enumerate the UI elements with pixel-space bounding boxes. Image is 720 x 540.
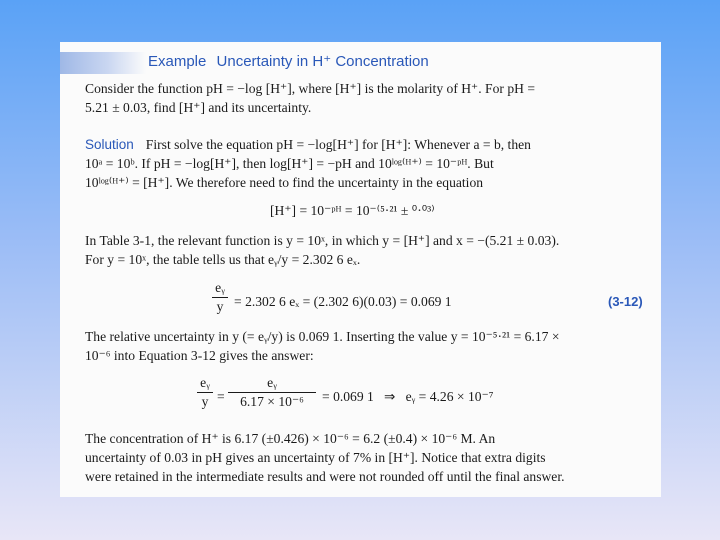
conclusion-line-2: uncertainty of 0.03 in pH gives an uncertainty of 7% in [H⁺]. Notice that extra digits [85,450,546,465]
relative-line-1: The relative uncertainty in y (= eᵧ/y) is 0.069 1. Inserting the value y = 10⁻⁵·²¹ = 6.17 × [85,329,560,344]
example-highlight-bar [60,52,146,74]
slide-page [60,42,661,497]
solution-text-1: First solve the equation pH = −log[H⁺] for [H⁺]: Whenever a = b, then [145,137,531,152]
solution-line-3: 10ˡᵒᵍ⁽ᴴ⁺⁾ = [H⁺]. We therefore need to find the uncertainty in the equation [85,175,484,190]
answer-left-fraction [197,375,213,410]
example-label: Example [148,53,207,70]
conclusion-line-1: The concentration of H⁺ is 6.17 (±0.426) × 10⁻⁶ = 6.2 (±0.4) × 10⁻⁶ M. An [85,431,496,446]
solution-line-2: 10ᵃ = 10ᵇ. If pH = −log[H⁺], then log[H⁺] = −pH and 10ˡᵒᵍ⁽ᴴ⁺⁾ = 10⁻ᵖᴴ. But [85,156,494,171]
example-heading [148,52,429,70]
answer-equals: = [217,389,225,404]
solution-label: Solution [85,137,134,152]
relative-line-2: 10⁻⁶ into Equation 3-12 gives the answer: [85,348,314,363]
answer-mid-fraction [228,375,316,410]
example-title: Uncertainty in H⁺ Concentration [216,53,429,70]
intro-line-1: Consider the function pH = −log [H⁺], where [H⁺] is the molarity of H⁺. For pH = [85,81,535,96]
answer-rhs: = 0.069 1 ⇒ eᵧ = 4.26 × 10⁻⁷ [322,389,494,404]
eq312-numerator: eᵧ [215,280,225,295]
solution-line-1 [85,136,531,154]
answer-left-denominator: y [201,394,209,409]
answer-left-numerator: eᵧ [200,375,210,390]
intro-line-2: 5.21 ± 0.03, find [H⁺] and its uncertainty. [85,100,312,115]
table-line-1: In Table 3-1, the relevant function is y = 10ˣ, in which y = [H⁺] and x = −(5.21 ± 0.03). [85,233,560,248]
answer-mid-denominator: 6.17 × 10⁻⁶ [240,394,304,409]
eq312-tag: (3-12) [608,294,643,309]
eq312-rhs: = 2.302 6 eₓ = (2.302 6)(0.03) = 0.069 1 [234,294,452,309]
eq312-fraction [212,280,228,315]
table-line-2: For y = 10ˣ, the table tells us that eᵧ/y = 2.302 6 eₓ. [85,252,361,267]
conclusion-line-3: were retained in the intermediate results and were not rounded off until the final answer. [85,469,565,484]
answer-mid-numerator: eᵧ [267,375,277,390]
equation-main: [H⁺] = 10⁻ᵖᴴ = 10⁻⁽⁵·²¹ ± ⁰·⁰³⁾ [270,203,435,218]
eq312-denominator: y [216,299,224,314]
